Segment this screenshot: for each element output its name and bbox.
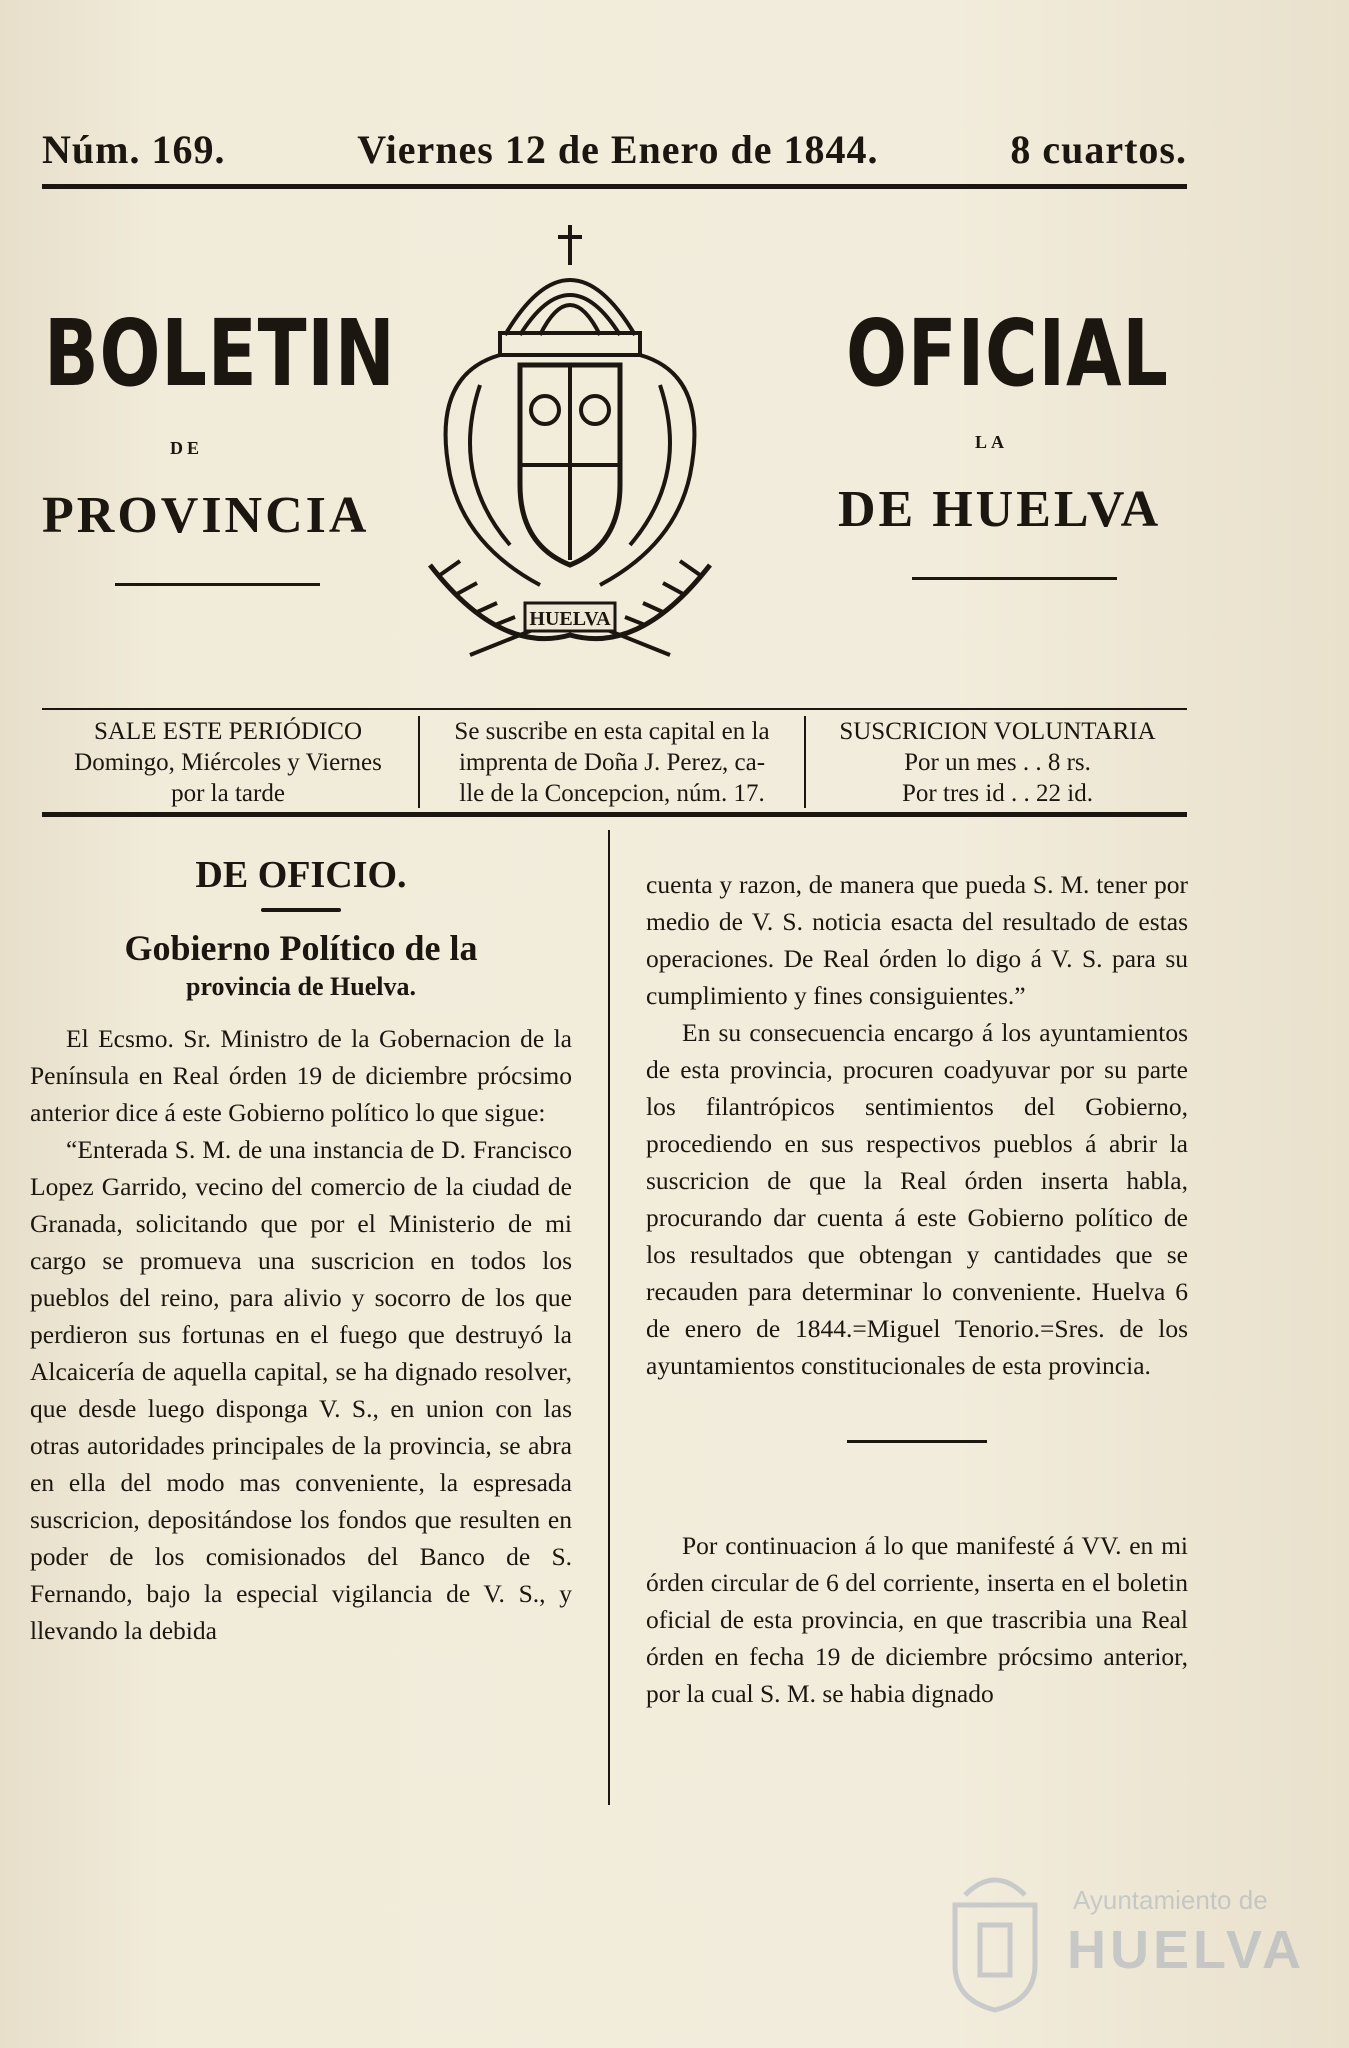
royal-crest-emblem [410, 215, 730, 685]
title-de: DE [170, 438, 204, 458]
paragraph: “Enterada S. M. de una instancia de D. Francisco Lopez Garrido, vecino del comercio de la ciudad de Granada, solicitando que por el Ministerio de mi cargo se promueva una suscricion en todos los pueblos del reino, para alivio y socorro de los que perdieron sus fortunas en el fuego que destruyó la Alcaicería de aquella capital, se ha dignado resolver, que desde luego disponga V. S., en union con las otras autoridades principales de la provincia, se abra en ella del modo mas conveniente, la espresada suscricion, depositándose los fondos que resulten en poder de los comisionados del Banco de S. Fernando, bajo la especial vigilancia de V. S., y llevando la debida [30, 1135, 572, 1645]
issue-line [42, 126, 1187, 186]
info-subscription-price [808, 712, 1187, 812]
issue-number: Núm. 169. [42, 127, 226, 172]
article-separator [847, 1440, 987, 1443]
watermark-line2: HUELVA [1067, 1920, 1305, 1980]
paragraph: En su consecuencia encargo á los ayuntamientos de esta provincia, procuren coadyuvar por su parte los filantrópicos sentimientos del Gobierno, procediendo en sus respectivos pueblos á abrir la suscricion de que la Real órden inserta habla, procurando dar cuenta á este Gobierno político de los resultados que obtengan y cantidades que se recauden para determinar lo conveniente. Huelva 6 de enero de 1844.=Miguel Tenorio.=Sres. de los ayuntamientos constitucionales de esta provincia. [646, 1018, 1188, 1380]
title-deco-right [912, 577, 1117, 580]
title-right: OFICIAL [846, 300, 1169, 407]
top-rule [42, 184, 1187, 189]
watermark-logo [935, 1855, 1305, 2025]
info-line: Domingo, Miércoles y Viernes [74, 748, 382, 776]
title-left: BOLETIN [44, 300, 396, 407]
title-deco-left [115, 583, 320, 586]
title-la: LA [975, 432, 1009, 452]
info-subscription-place [422, 712, 802, 812]
info-line: Por tres id . . 22 id. [902, 779, 1093, 807]
issue-date: Viernes 12 de Enero de 1844. [357, 127, 879, 172]
info-line: SALE ESTE PERIÓDICO [93, 717, 363, 745]
info-bottom-rule [42, 812, 1187, 817]
info-top-rule [42, 708, 1187, 710]
column-divider [608, 830, 610, 1805]
title-de-huelva: DE HUELVA [838, 481, 1162, 538]
info-separator [804, 716, 806, 808]
watermark-line1: Ayuntamiento de [1073, 1885, 1268, 1915]
title-provincia: PROVINCIA [42, 487, 370, 544]
info-line: lle de la Concepcion, núm. 17. [459, 779, 765, 807]
info-line: Por un mes . . 8 rs. [904, 748, 1091, 776]
article-subheading: provincia de Huelva. [186, 972, 416, 1001]
info-line: imprenta de Doña J. Perez, ca- [458, 748, 766, 776]
info-publication-days [42, 712, 414, 812]
paragraph: El Ecsmo. Sr. Ministro de la Gobernacion de la Península en Real órden 19 de diciembre prócsimo anterior dice á este Gobierno político lo que sigue: [30, 1024, 572, 1127]
section-ornament [261, 908, 341, 912]
shield-icon [935, 1865, 1055, 2015]
article-right-column [646, 866, 1188, 1712]
info-line: por la tarde [171, 779, 285, 807]
info-line: Se suscribe en esta capital en la [454, 717, 770, 745]
paragraph: Por continuacion á lo que manifesté á VV. en mi órden circular de 6 del corriente, inserta en el boletin oficial de esta provincia, en que trascribia una Real órden en fecha 19 de diciembre prócsimo anterior, por la cual S. M. se habia dignado [646, 1531, 1188, 1708]
info-separator [418, 716, 420, 808]
paragraph: cuenta y razon, de manera que pueda S. M. tener por medio de V. S. noticia esacta del resultado de estas operaciones. De Real órden lo digo á V. S. para su cumplimiento y fines consiguientes.” [646, 870, 1188, 1010]
crest-ribbon-text: HUELVA [529, 608, 611, 630]
article-left-column [30, 850, 572, 1649]
issue-price: 8 cuartos. [1010, 127, 1187, 172]
article-heading: Gobierno Político de la [124, 928, 478, 968]
info-line: SUSCRICION VOLUNTARIA [839, 717, 1156, 745]
section-title: DE OFICIO. [195, 854, 407, 896]
